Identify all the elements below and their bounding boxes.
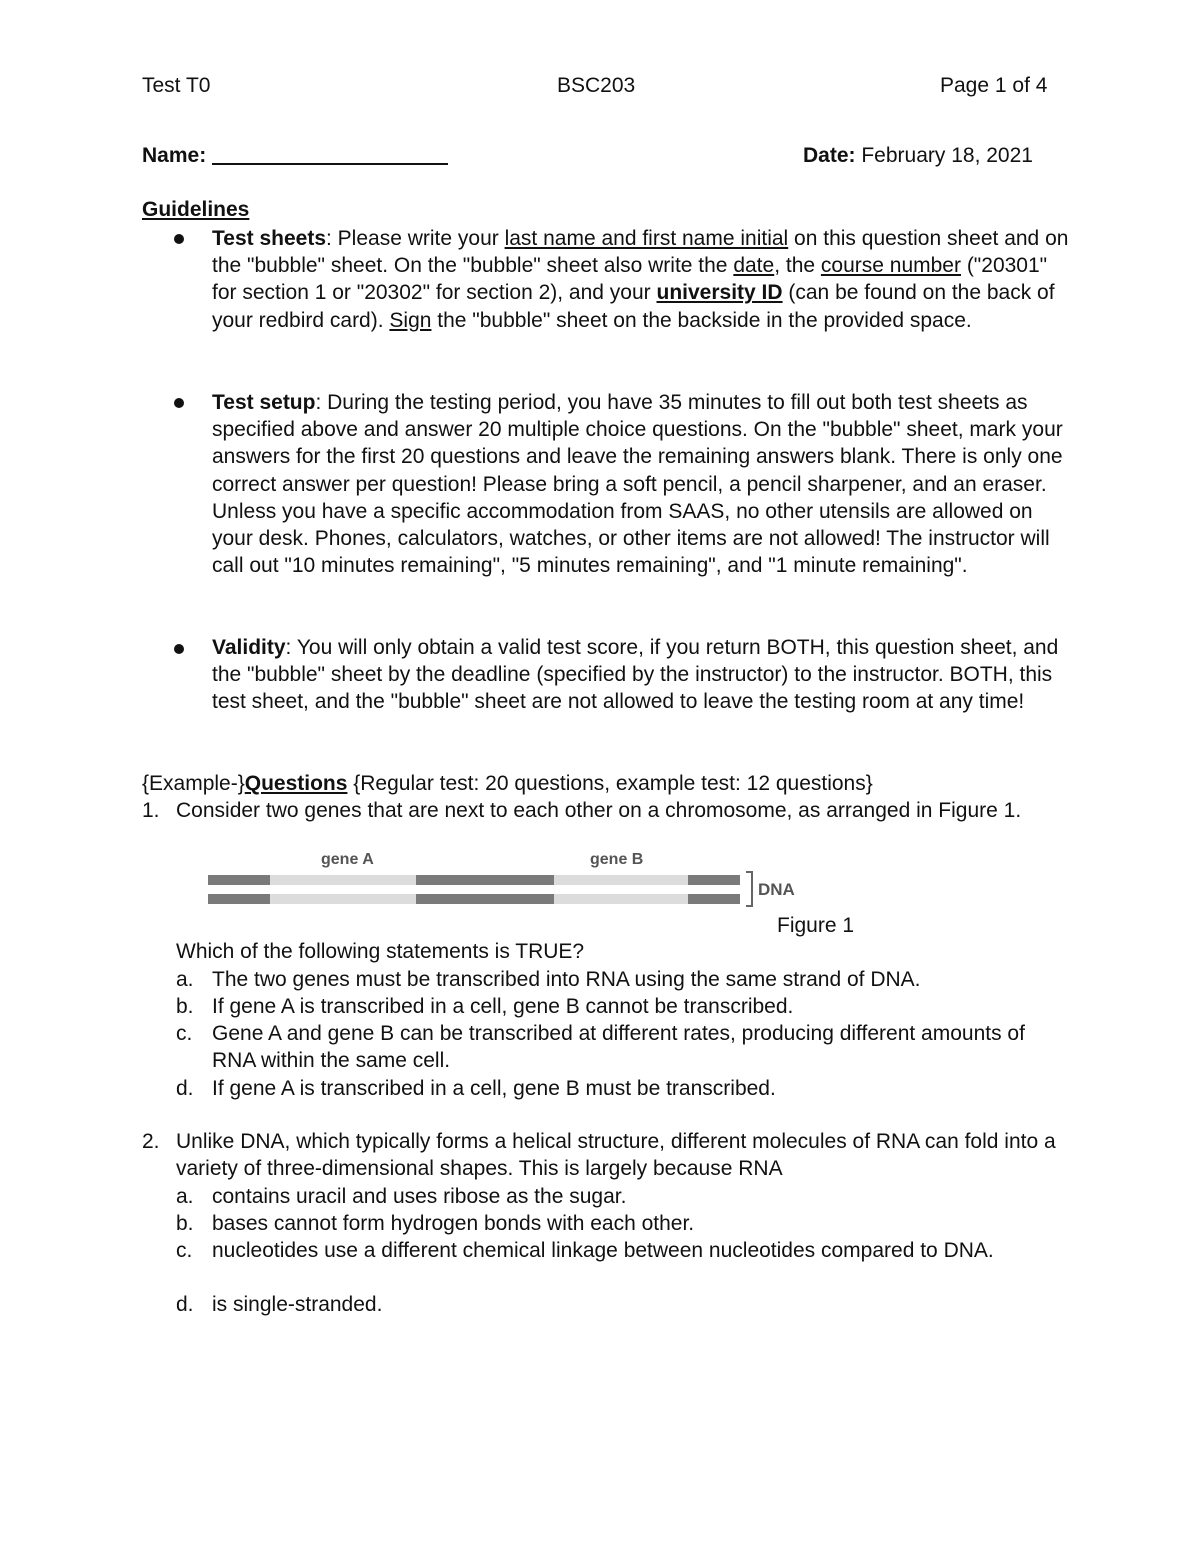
questions-count-note: {Regular test: 20 questions, example test: 12 questions} xyxy=(347,772,873,795)
option-letter: b. xyxy=(176,995,194,1018)
test-sheets-emphasis: course number xyxy=(820,254,961,278)
test-setup-label: Test setup xyxy=(212,391,316,414)
option-letter: d. xyxy=(176,1293,194,1316)
test-sheets-label: Test sheets xyxy=(212,227,326,250)
gene-a-label: gene A xyxy=(321,851,374,868)
question-text: Consider two genes that are next to each other on a chromosome, as arranged in Figure 1. xyxy=(176,799,1022,822)
option-text: bases cannot form hydrogen bonds with each other. xyxy=(212,1212,695,1235)
bullet-icon xyxy=(174,644,184,654)
option-text: contains uracil and uses ribose as the sugar. xyxy=(212,1185,627,1208)
gene-b-segment xyxy=(688,894,740,904)
test-sheets-text: the "bubble" sheet on the backside in the provided space. xyxy=(431,308,972,332)
question-number: 1. xyxy=(142,799,160,822)
option-text: is single-stranded. xyxy=(212,1293,383,1316)
name-blank-line xyxy=(212,143,448,165)
option-text: The two genes must be transcribed into RNA using the same strand of DNA. xyxy=(212,968,921,991)
guideline-test-sheets xyxy=(212,225,1072,334)
option-letter: b. xyxy=(176,1212,194,1235)
dna-segment xyxy=(208,875,270,885)
date-value: February 18, 2021 xyxy=(861,144,1033,167)
option-letter: c. xyxy=(176,1239,193,1262)
test-sheets-emphasis: last name and first name initial xyxy=(504,227,789,250)
guideline-test-setup xyxy=(212,389,1072,579)
test-sheets-emphasis: university ID xyxy=(656,281,783,305)
option-letter: d. xyxy=(176,1077,194,1100)
name-label: Name: xyxy=(142,144,207,167)
option-letter: c. xyxy=(176,1022,193,1045)
dna-figure xyxy=(200,846,820,916)
questions-header xyxy=(142,770,873,797)
header-page-number: Page 1 of 4 xyxy=(940,74,1048,97)
figure-caption: Figure 1 xyxy=(777,914,855,937)
test-sheets-emphasis: Sign xyxy=(389,308,432,332)
validity-text: : You will only obtain a valid test score, if you return BOTH, this question sheet, and the "bubble" sheet by the deadline (specified by the instructor) to the instructor. BOTH, this test sheet, and the "bubble" sheet are not allowed to leave the testing room at any time! xyxy=(212,636,1059,714)
test-sheets-text: ("20301" for section 1 or "20302" for section 2), and your xyxy=(212,254,1048,305)
questions-title: Questions xyxy=(244,772,348,795)
dna-label: DNA xyxy=(758,880,795,899)
test-sheets-text: , the xyxy=(774,254,821,278)
questions-prefix: {Example-} xyxy=(142,772,245,795)
test-sheets-text: : Please write your xyxy=(326,227,505,250)
test-sheets-text: (can be found on the back of your redbird card). xyxy=(212,281,1055,332)
option-text: Gene A and gene B can be transcribed at different rates, producing different amounts of RNA within the same cell. xyxy=(212,1022,1025,1073)
validity-label: Validity xyxy=(212,636,286,659)
option-letter: a. xyxy=(176,968,194,991)
option-text: If gene A is transcribed in a cell, gene B cannot be transcribed. xyxy=(212,995,794,1018)
bullet-icon xyxy=(174,234,184,244)
question-number: 2. xyxy=(142,1130,160,1153)
gene-b-segment xyxy=(688,875,740,885)
header-course: BSC203 xyxy=(557,74,636,97)
bullet-icon xyxy=(174,398,184,408)
gene-b-label: gene B xyxy=(590,851,644,868)
guideline-validity xyxy=(212,634,1072,716)
dna-segment xyxy=(208,894,270,904)
question-prompt: Which of the following statements is TRUE? xyxy=(176,940,585,963)
date-label: Date: xyxy=(803,144,856,167)
question-text: Unlike DNA, which typically forms a helical structure, different molecules of RNA can fold into a variety of three-dimensional shapes. This is largely because RNA xyxy=(176,1130,1056,1181)
gene-a-segment xyxy=(416,875,554,885)
option-letter: a. xyxy=(176,1185,194,1208)
test-setup-text: : During the testing period, you have 35 minutes to fill out both test sheets as specified above and answer 20 multiple choice questions. On the "bubble" sheet, mark your answers for the first 20 questions and leave the remaining answers blank. There is only one correct answer per question! Please bring a soft pencil, a pencil sharpener, and an eraser. Unless you have a specific accommodation from SAAS, no other utensils are allowed on your desk. Phones, calculators, watches, or other items are not allowed! The instructor will call out "10 minutes remaining", "5 minutes remaining", and "1 minute remaining". xyxy=(212,391,1063,578)
date-row xyxy=(803,143,1033,169)
option-text: If gene A is transcribed in a cell, gene B must be transcribed. xyxy=(212,1077,776,1100)
dna-bracket xyxy=(746,872,752,906)
name-row xyxy=(142,143,448,169)
test-sheets-text: on this question sheet and on the "bubble" sheet. On the "bubble" sheet also write the xyxy=(212,227,1069,278)
test-sheets-emphasis: date xyxy=(733,254,775,278)
option-text: nucleotides use a different chemical linkage between nucleotides compared to DNA. xyxy=(212,1239,994,1262)
guidelines-title: Guidelines xyxy=(142,198,250,221)
header-test-id: Test T0 xyxy=(142,74,211,97)
gene-a-segment xyxy=(416,894,554,904)
